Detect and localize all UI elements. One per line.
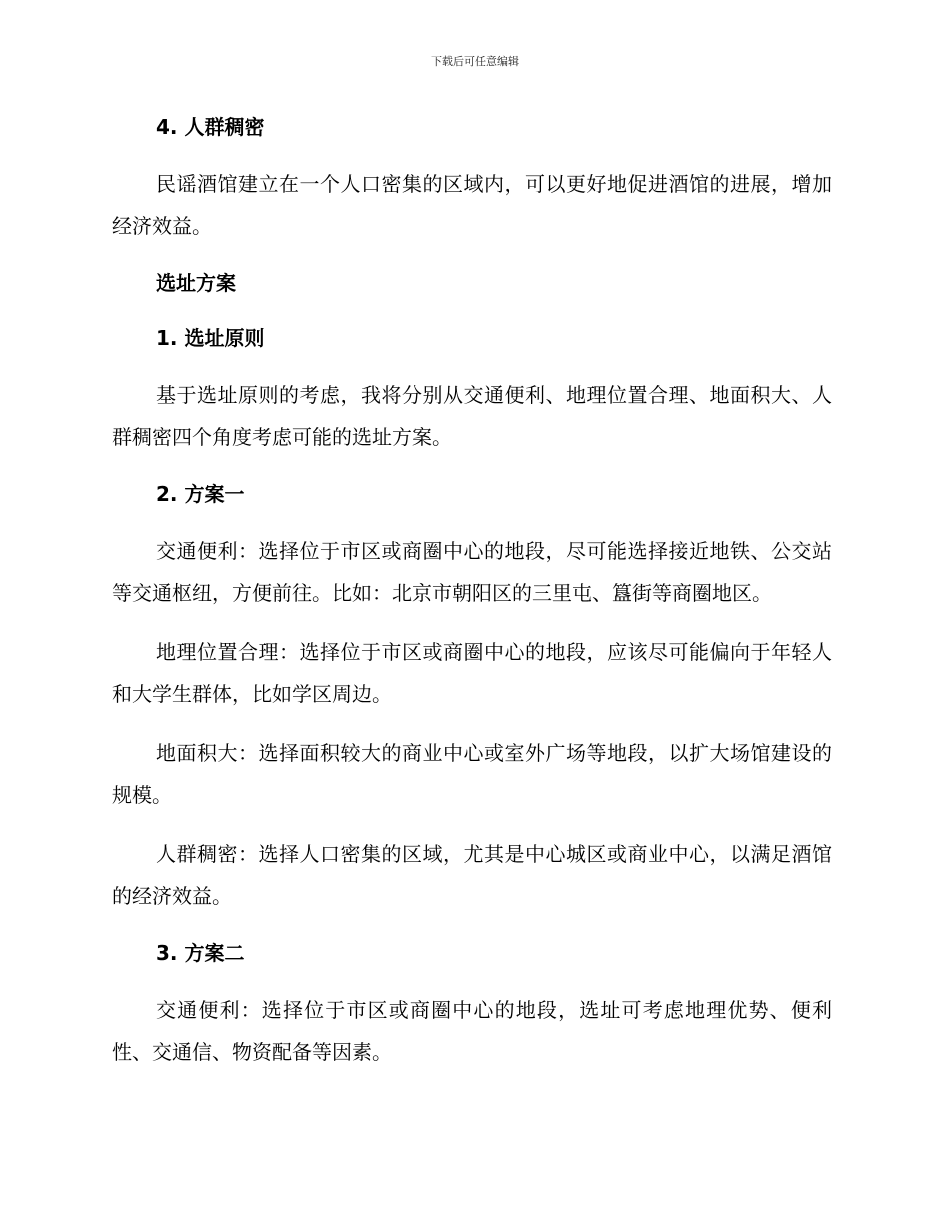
paragraph-plan-one-location: 地理位置合理：选择位于市区或商圈中心的地段，应该尽可能偏向于年轻人和大学生群体，比如学区周边。 (112, 640, 832, 706)
paragraph-plan-two-transport: 交通便利：选择位于市区或商圈中心的地段，选址可考虑地理优势、便利性、交通信、物资配备等因素。 (112, 998, 832, 1064)
paragraph-site-principles: 基于选址原则的考虑，我将分别从交通便利、地理位置合理、地面积大、人群稠密四个角度考虑可能的选址方案。 (112, 383, 832, 449)
paragraph-plan-one-transport: 交通便利：选择位于市区或商圈中心的地段，尽可能选择接近地铁、公交站等交通枢纽，方便前往。比如：北京市朝阳区的三里屯、簋街等商圈地区。 (112, 539, 832, 605)
paragraph-plan-one-density: 人群稠密：选择人口密集的区域，尤其是中心城区或商业中心，以满足酒馆的经济效益。 (112, 842, 832, 908)
heading-crowd-density: 4. 人群稠密 (156, 115, 265, 139)
heading-site-plan: 选址方案 (156, 271, 236, 295)
heading-plan-one: 2. 方案一 (156, 482, 245, 506)
page-header: 下载后可任意编辑 (431, 55, 519, 68)
heading-plan-two: 3. 方案二 (156, 941, 245, 965)
heading-site-principles: 1. 选址原则 (156, 326, 265, 350)
paragraph-plan-one-area: 地面积大：选择面积较大的商业中心或室外广场等地段，以扩大场馆建设的规模。 (112, 741, 832, 807)
paragraph-crowd-density: 民谣酒馆建立在一个人口密集的区域内，可以更好地促进酒馆的进展，增加经济效益。 (112, 172, 832, 238)
document-body (112, 108, 832, 1090)
